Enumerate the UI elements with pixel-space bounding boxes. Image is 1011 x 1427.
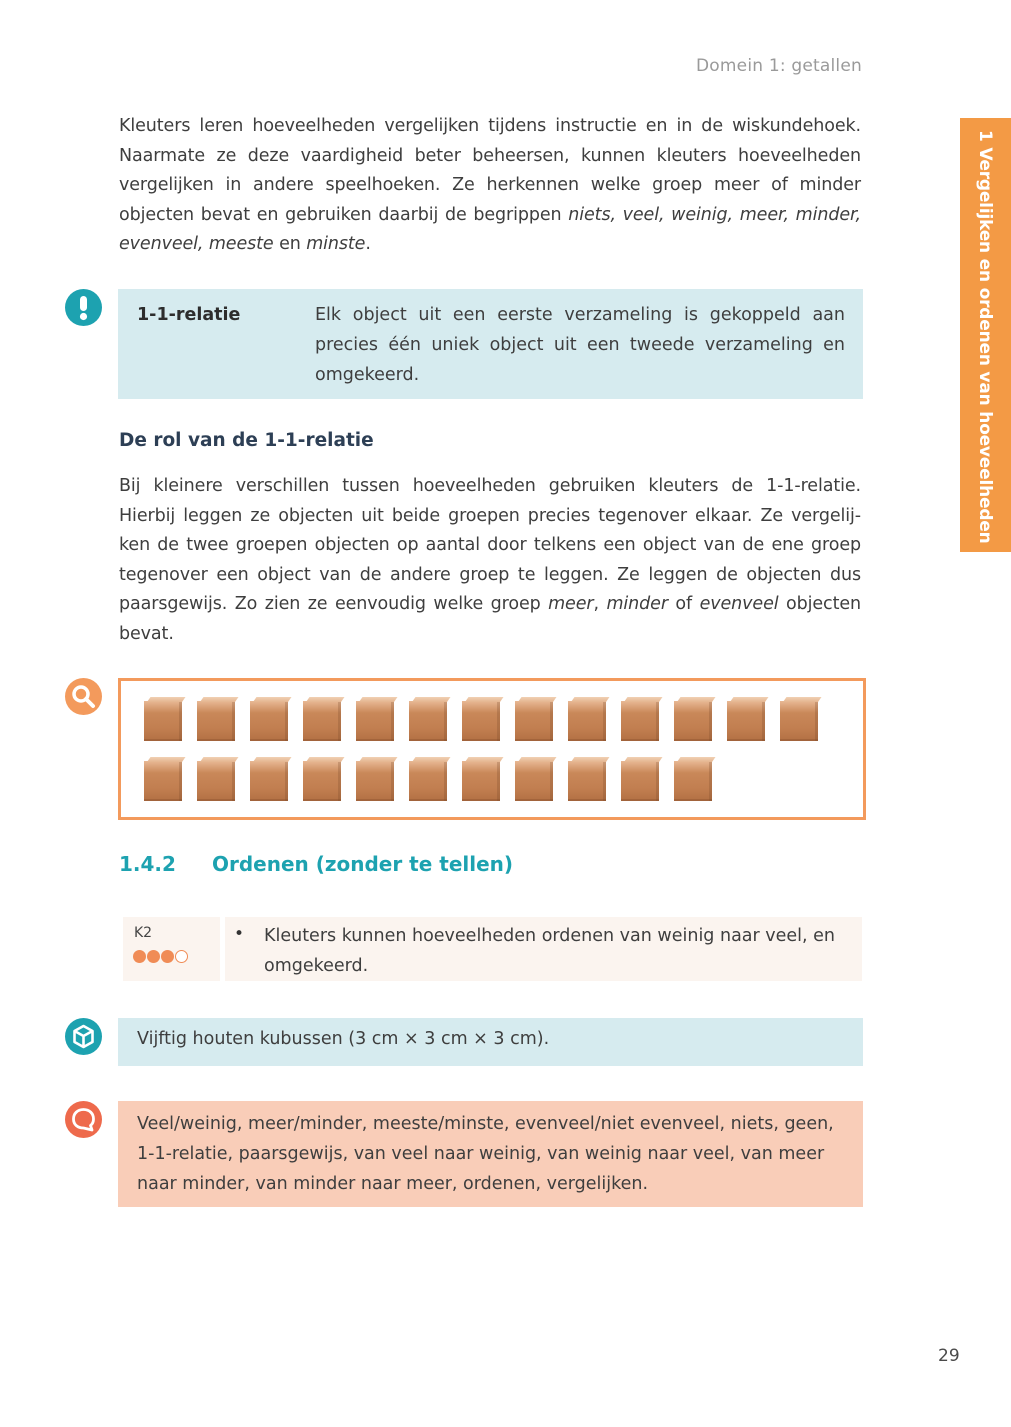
wooden-cube [621,701,659,741]
magnifier-icon [65,678,102,715]
materials-text: Vijftig houten kubussen (3 cm × 3 cm × 3 cm). [137,1029,550,1049]
level-dot-empty [175,950,188,963]
intro-line: vergelijken in andere speelhoeken. Ze herkennen welke groep meer of minder [119,175,861,195]
paragraph-text: , [593,594,607,614]
bullet-icon: • [234,924,245,944]
definition-text: Elk object uit een eerste verzameling is gekoppeld aan precies één uniek object uit een tweede verzameling en omgekeerd. [315,305,845,385]
intro-line: objecten bevat en gebruiken daarbij de begrippen [119,204,562,225]
intro-period: . [365,234,371,254]
chapter-side-tab [960,118,1011,552]
intro-line: Kleuters leren hoeveelheden vergelijken tijdens instructie en in de wiskundehoek. [119,116,861,136]
level-dot-filled [133,950,146,963]
paragraph-term: minder [606,594,668,614]
level-dot-filled [161,950,174,963]
wooden-cube [568,761,606,801]
paragraph-term: meer [548,594,594,614]
goal-code: K2 [134,925,153,941]
chapter-side-tab-label: 1 Vergelijken en ordenen van hoeveelheden [975,130,995,544]
exclamation-icon [65,289,102,326]
level-dot-filled [147,950,160,963]
wooden-cube [621,761,659,801]
definition-term: 1-1-relatie [137,305,241,325]
subsection-title: De rol van de 1-1-relatie [119,430,374,451]
wooden-cube [303,701,341,741]
page-number: 29 [938,1346,960,1366]
goal-text: Kleuters kunnen hoeveelheden ordenen van weinig naar veel, en omgekeerd. [264,926,836,976]
subsection-paragraph [119,472,861,649]
intro-term: minste [306,234,366,254]
wooden-cube [303,761,341,801]
intro-line: Naarmate ze deze vaardigheid beter beheersen, kunnen kleuters hoeveelheden [119,145,861,166]
cube-icon [65,1018,102,1055]
paragraph-text: objecten bevat. [119,594,862,644]
materials-box [118,1018,863,1066]
vocabulary-text: Veel/weinig, meer/minder, meeste/minste, evenveel/niet evenveel, niets, geen, 1-1-relatie, paarsgewijs, van veel naar weinig, van weinig naar veel, van meer naar minder, van minder naar meer, ordenen, vergelijken. [137,1114,834,1194]
section-number: 1.4.2 [119,852,176,876]
section-heading [119,852,513,876]
wooden-cube [462,701,500,741]
wooden-cube [515,701,553,741]
wooden-cube [674,701,712,741]
section-title: Ordenen (zonder te tellen) [211,852,514,876]
wooden-cube [250,701,288,741]
vocabulary-box [118,1101,863,1207]
intro-term: niets, veel, weinig, meer, minder, [568,204,861,225]
wooden-cube [727,701,765,741]
goal-level-indicator [133,950,188,963]
paragraph-text: Bij kleinere verschillen tussen hoeveelheden gebruiken kleuters de 1-1-relatie. Hierbij leggen ze objecten uit beide groepen precies tegenover elkaar. Ze vergelij-ken de twee groepen objecten op aantal door telkens een object van de ene groep tegenover een object van de andere groep te leggen. Ze leggen de objecten dus paarsgewijs. Zo zien ze eenvoudig welke groep [119,476,861,614]
intro-paragraph [119,112,861,260]
wooden-cube [515,761,553,801]
wooden-cube [462,761,500,801]
wooden-cube [409,701,447,741]
running-head: Domein 1: getallen [696,56,862,76]
cubes-illustration [118,678,866,820]
wooden-cube [356,701,394,741]
wooden-cube [144,701,182,741]
wooden-cube [250,761,288,801]
definition-box [118,289,863,399]
wooden-cube [197,701,235,741]
wooden-cube [356,761,394,801]
intro-term: evenveel, meeste [119,234,274,254]
goal-box [225,917,862,981]
paragraph-text: of [667,594,700,614]
wooden-cube [568,701,606,741]
wooden-cube [780,701,818,741]
paragraph-term: evenveel [699,594,779,614]
goal-code-box [123,917,220,981]
speech-bubble-icon [65,1101,102,1138]
wooden-cube [197,761,235,801]
wooden-cube [409,761,447,801]
wooden-cube [674,761,712,801]
wooden-cube [144,761,182,801]
intro-connector: en [279,234,301,254]
